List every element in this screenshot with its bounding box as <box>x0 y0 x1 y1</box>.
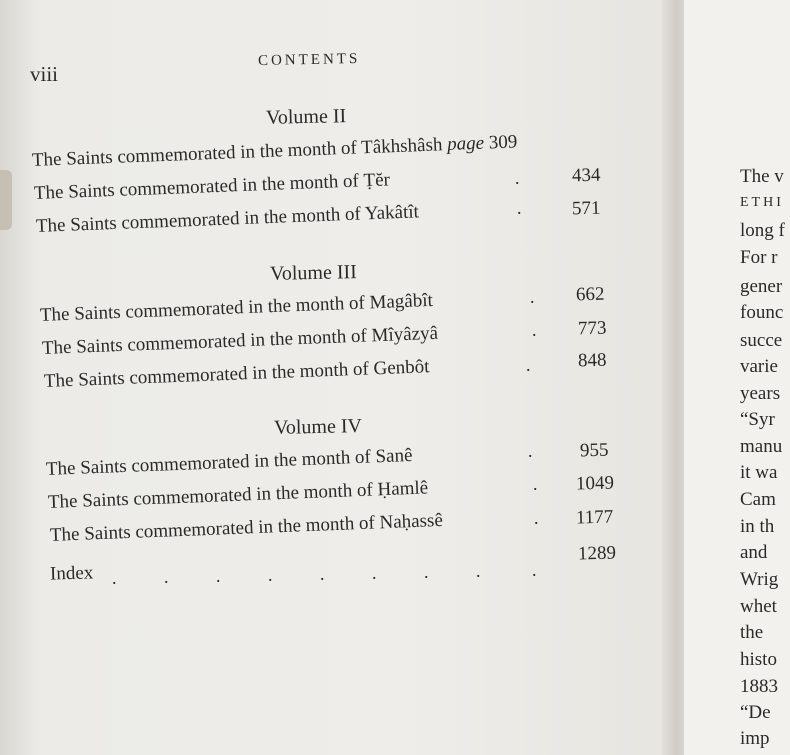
entry-title: The Saints commemorated in the month of Mîyâzyâ <box>41 322 439 359</box>
dot-leader: . <box>533 474 538 494</box>
page-number: 1049 <box>575 472 615 495</box>
page-number: 955 <box>579 439 609 462</box>
dot-leader: . <box>526 355 531 375</box>
entry-title: The Saints commemorated in the month of Magâbît <box>39 289 434 326</box>
entry-title: The Saints commemorated in the month of Tâkhshâsh <box>31 134 443 171</box>
page-number: 309 <box>488 131 518 154</box>
page-number: 434 <box>571 164 601 187</box>
page-number: 848 <box>577 349 607 372</box>
dot-leader: . <box>530 287 535 307</box>
entry-title: The Saints commemorated in the month of Ḥamlê <box>47 477 429 513</box>
dot-leader: . <box>534 508 539 528</box>
volume-heading: Volume II <box>265 105 347 129</box>
dot-leader: . <box>532 320 537 340</box>
page-number: 662 <box>575 283 605 306</box>
index-page-number: 1289 <box>577 542 617 565</box>
running-title: CONTENTS <box>257 50 361 70</box>
entry-title: The Saints commemorated in the month of Genbôt <box>43 356 430 392</box>
volume-heading: Volume III <box>269 261 358 285</box>
volume-heading: Volume IV <box>273 415 363 439</box>
entry-title: The Saints commemorated in the month of Sanê <box>45 444 413 480</box>
page-prefix: page <box>446 132 485 156</box>
entry-title: The Saints commemorated in the month of Ṭĕr <box>33 169 391 204</box>
entry-title: The Saints commemorated in the month of Yakâtît <box>35 201 420 237</box>
page-number: 773 <box>577 317 607 340</box>
page-edge-tab <box>0 170 12 230</box>
index-entry: Index <box>49 562 94 585</box>
entry-title: The Saints commemorated in the month of Naḥassê <box>49 509 444 546</box>
folio-number: viii <box>30 62 59 86</box>
dot-leader: . <box>517 198 522 218</box>
page-number: 1177 <box>575 506 614 529</box>
dot-leader: . <box>528 441 533 461</box>
page-number: 571 <box>571 197 601 220</box>
dot-leader: . <box>515 168 520 188</box>
